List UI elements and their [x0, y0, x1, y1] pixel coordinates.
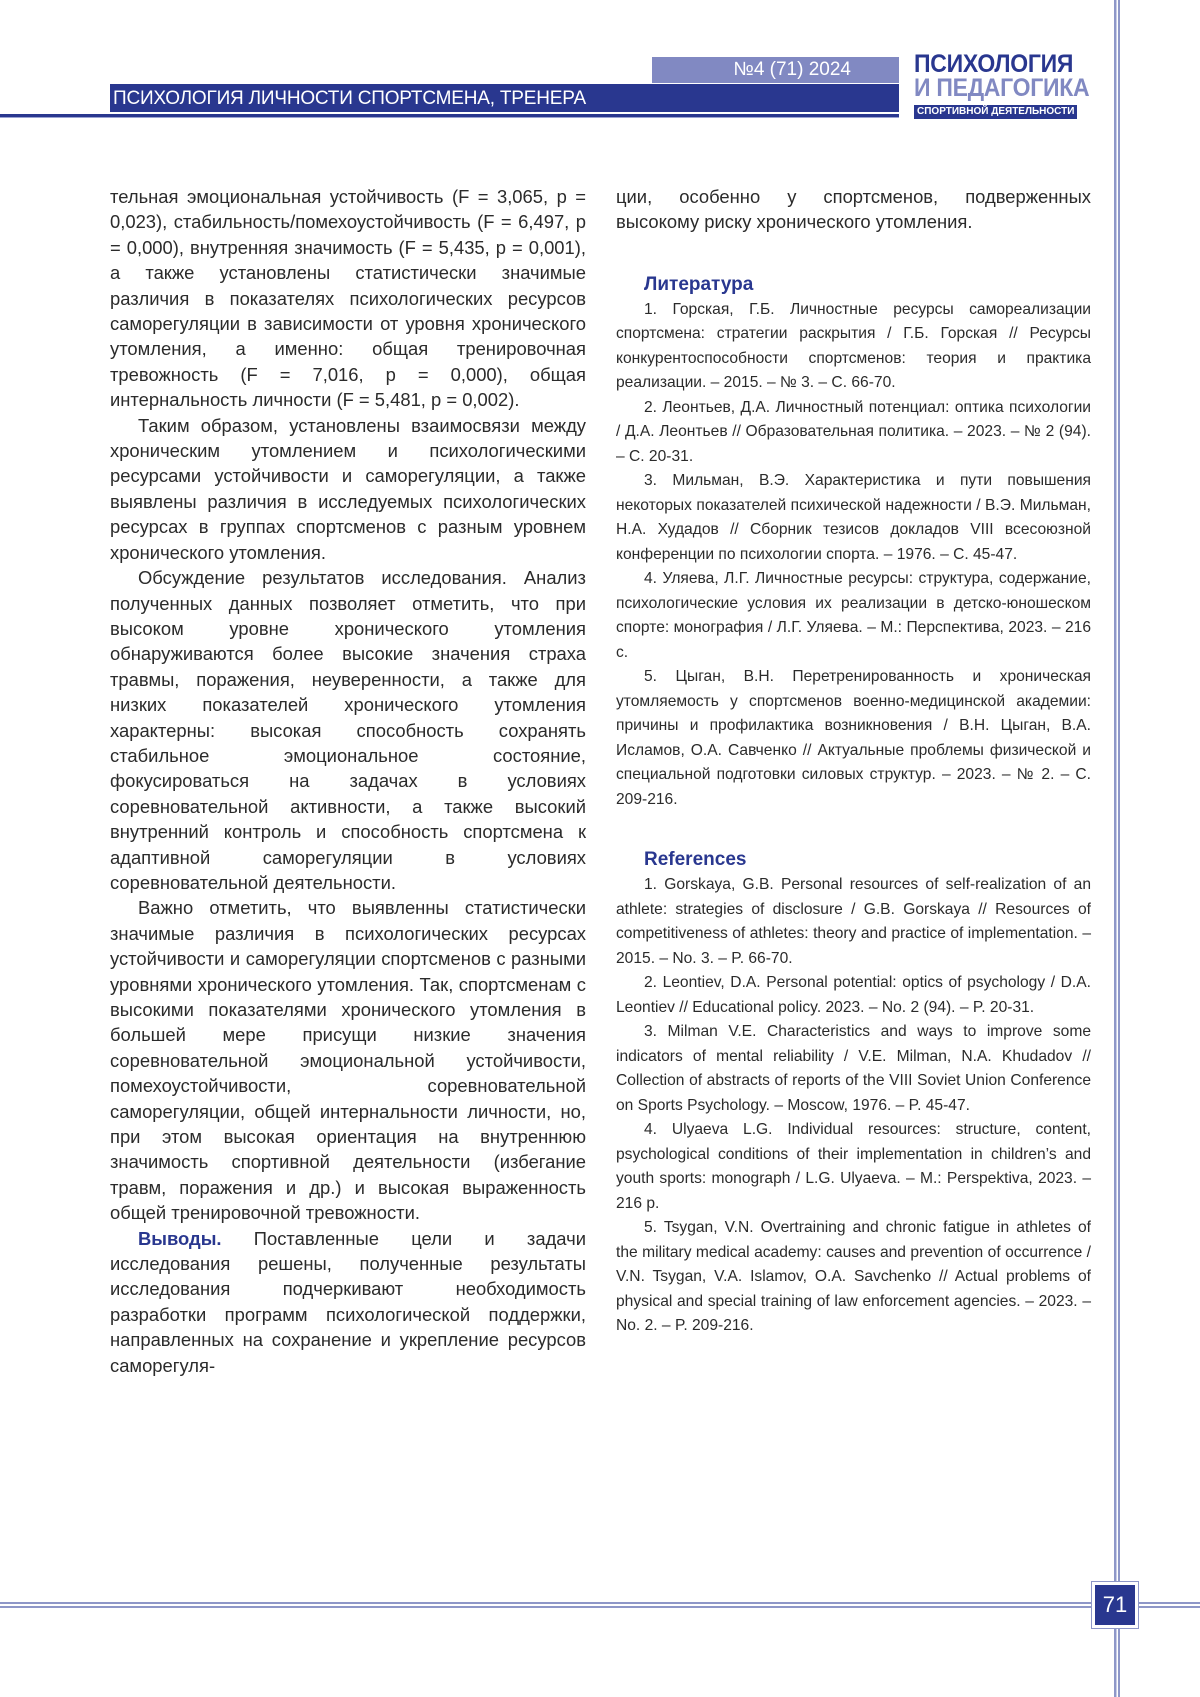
conclusions-paragraph [110, 1226, 586, 1378]
literature-item: 5. Цыган, В.Н. Перетренированность и хроническая утомляемость у спортсменов военно-медицинской академии: причины и профилактика возникновения / В.Н. Цыган, В.А. Исламов, О.А. Савченко // Актуальные проблемы физической и специальной подготовки силовых структур. – 2023. – № 2. – С. 209-216. [616, 668, 1091, 808]
logo-line-3: СПОРТИВНОЙ ДЕЯТЕЛЬНОСТИ [914, 105, 1077, 119]
section-title: ПСИХОЛОГИЯ ЛИЧНОСТИ СПОРТСМЕНА, ТРЕНЕРА [110, 84, 899, 112]
paragraph: ции, особенно у спортсменов, подверженных высокому риску хронического утомления. [616, 186, 1091, 233]
literature-item: 3. Мильман, В.Э. Характеристика и пути повышения некоторых показателей психической надежности / В.Э. Мильман, Н.А. Худадов // Сборник тезисов докладов VIII всесоюзной конференции по психологии спорта. – 1976. – С. 45-47. [616, 472, 1091, 563]
logo-line-1: ПСИХОЛОГИЯ [914, 50, 1074, 78]
literature-heading: Литература [644, 273, 754, 295]
right-column [616, 184, 1091, 1339]
reference-item: 2. Leontiev, D.A. Personal potential: optics of psychology / D.A. Leontiev // Educational policy. 2023. – No. 2 (94). – P. 20-31. [616, 974, 1091, 1016]
left-column [110, 184, 586, 1378]
reference-item: 5. Tsygan, V.N. Overtraining and chronic fatigue in athletes of the military medical academy: causes and prevention of occurrence / V.N. Tsygan, V.A. Islamov, O.A. Savchenko // Actual problems of physical and special training of law enforcement agencies. – 2023. – No. 2. – P. 209-216. [616, 1219, 1091, 1335]
page-number-badge [1091, 1581, 1139, 1629]
reference-item: 3. Milman V.E. Characteristics and ways to improve some indicators of mental reliability / V.E. Milman, N.A. Khudadov // Collection of abstracts of reports of the VIII Soviet Union Conference on Sports Psychology. – Moscow, 1976. – P. 45-47. [616, 1023, 1091, 1114]
paragraph: Важно отметить, что выявленны статистически значимые различия в психологических ресурсах устойчивости и саморегуляции спортсменов с разными уровнями хронического утомления. Так, спортсменам с высокими показателями хронического утомления в большей мере присущи низкие значения соревновательной эмоциональной устойчивости, помехоустойчивости, соревновательной саморегуляции, общей интернальности личности, но, при этом высокая ориентация на внутреннюю значимость спортивной деятельности (избегание травм, поражения и др.) и высокая выраженность общей тренировочной тревожности. [110, 897, 586, 1224]
references-heading: References [644, 849, 747, 871]
paragraph: Таким образом, установлены взаимосвязи между хроническим утомлением и психологическими ресурсами устойчивости и саморегуляции, а также выявлены различия в исследуемых психологических ресурсах в группах спортсменов с разным уровнем хронического утомления. [110, 414, 586, 563]
literature-item: 1. Горская, Г.Б. Личностные ресурсы самореализации спортсмена: стратегии раскрытия / Г.Б. Горская // Ресурсы конкурентоспособности спортсменов: теория и практика реализации. – 2015. – № 3. – С. 66-70. [616, 300, 1091, 392]
right-margin-rule-inner [1116, 0, 1117, 1697]
right-margin-rule [1114, 0, 1120, 1697]
footer-rule [0, 1602, 1200, 1608]
paragraph: Обсуждение результатов исследования. Анализ полученных данных позволяет отметить, что при высоком уровне хронического утомления обнаруживаются более высокие значения страха травмы, поражения, неуверенности, а также для низких показателей хронического утомления характерны: высокая способность сохранять стабильное эмоциональное состояние, фокусироваться на задачах в условиях соревновательной активности, а также высокий внутренний контроль и способность спортсмена к адаптивной саморегуляции в условиях соревновательной деятельности. [110, 567, 586, 893]
logo-line-2: И ПЕДАГОГИКА [914, 74, 1090, 102]
page-number: 71 [1095, 1585, 1135, 1625]
conclusions-text: Поставленные цели и задачи исследования решены, полученные результаты исследования подчеркивают необходимость разработки программ психологической поддержки, направленных на сохранение и укрепление ресурсов саморегуля- [110, 1227, 586, 1376]
reference-item: 4. Ulyaeva L.G. Individual resources: structure, content, psychological conditions of their implementation in children’s and youth sports: monograph / L.G. Ulyaeva. – M.: Perspektiva, 2023. – 216 p. [616, 1121, 1091, 1212]
conclusions-keyword: Выводы. [138, 1227, 222, 1249]
paragraph: тельная эмоциональная устойчивость (F = 3,065, p = 0,023), стабильность/помехоустойчивость (F = 6,497, p = 0,000), внутренняя значимость (F = 5,435, p = 0,001), а также установлены статистически значимые различия в показателях психологических ресурсов саморегуляции в зависимости от уровня хронического утомления, а именно: общая тренировочная тревожность (F = 7,016, p = 0,000), общая интернальность личности (F = 5,481, p = 0,002). [110, 186, 586, 411]
literature-list [616, 298, 1091, 813]
journal-logo [914, 52, 1090, 119]
reference-item: 1. Gorskaya, G.B. Personal resources of self-realization of an athlete: strategies of disclosure / G.B. Gorskaya // Resources of competitiveness of athletes: theory and practice of implementation. – 2015. – No. 3. – P. 66-70. [616, 876, 1091, 967]
literature-item: 2. Леонтьев, Д.А. Личностный потенциал: оптика психологии / Д.А. Леонтьев // Образовательная политика. – 2023. – № 2 (94). – С. 20-31. [616, 398, 1091, 465]
references-list [616, 873, 1091, 1339]
issue-number: №4 (71) 2024 [652, 57, 899, 83]
header-rule [0, 114, 899, 118]
literature-item: 4. Уляева, Л.Г. Личностные ресурсы: структура, содержание, психологические условия их реализации в детско-юношеском спорте: монография / Л.Г. Уляева. – М.: Перспектива, 2023. – 216 с. [616, 570, 1091, 661]
